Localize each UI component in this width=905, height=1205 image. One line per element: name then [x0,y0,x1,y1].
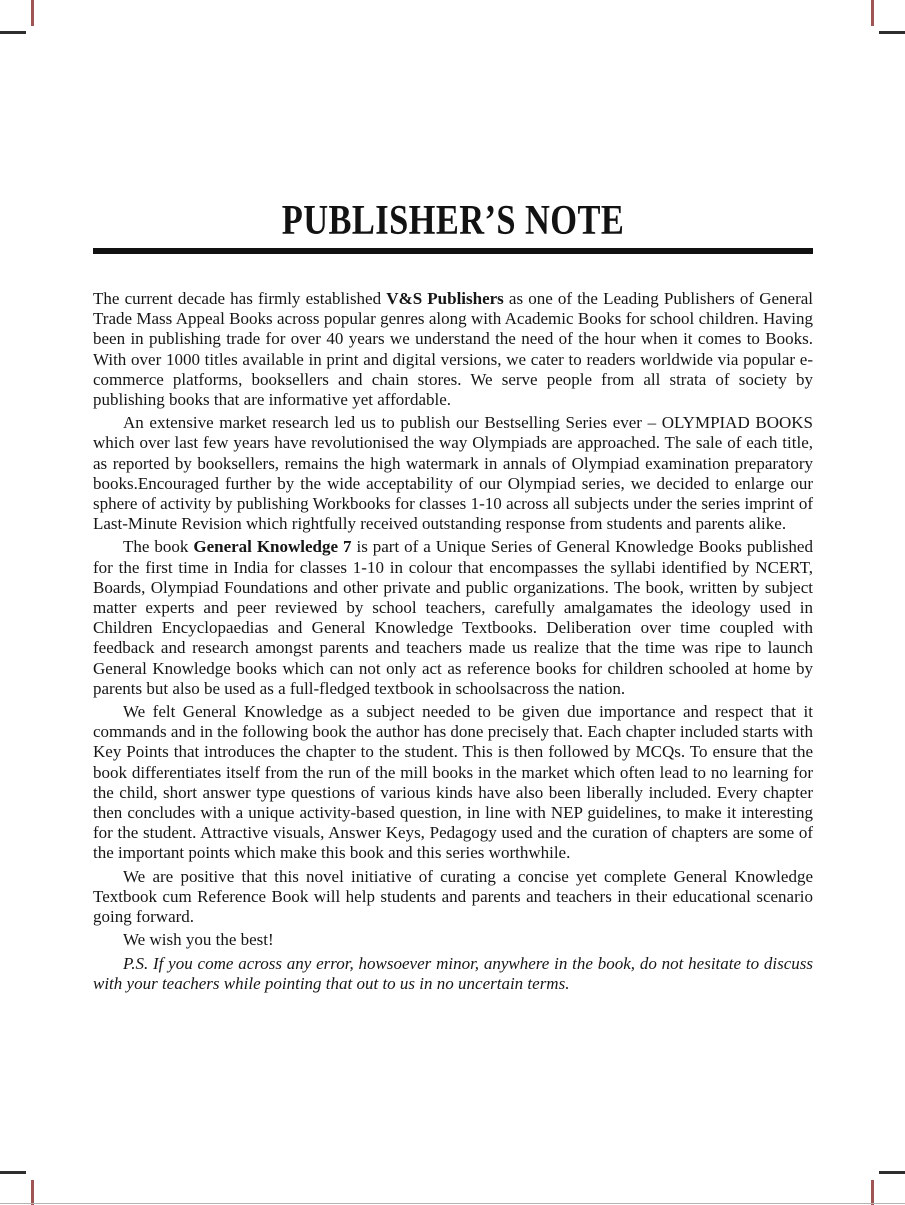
text-segment: An extensive market research led us to publish our Bestselling Series ever – OLYMPIAD BOOKS which over last few years have revolutionised the way Olympiads are approached. The sale of each title, as reported by booksellers, remains the high watermark in annals of Olympiad examination preparatory books.Encouraged further by the wide acceptability of our Olympiad series, we decided to enlarge our sphere of activity by publishing Workbooks for classes 1-10 across all subjects under the series imprint of Last-Minute Revision which rightfully received outstanding response from students and parents alike. [93,413,813,534]
text-segment-bold: General Knowledge 7 [193,537,352,557]
text-segment: The book [123,537,194,557]
text-segment: The current decade has firmly established [93,289,387,308]
paragraph-book-series [93,537,813,699]
text-segment: We wish you the best! [123,930,274,950]
text-segment: We are positive that this novel initiative of curating a concise yet complete General Knowledge Textbook cum Reference Book will help students and parents and teachers in their educational scenario going forward. [93,866,813,927]
text-segment: We felt General Knowledge as a subject needed to be given due importance and respect that it commands and in the following book the author has done precisely that. Each chapter included starts with Key Points that introduces the chapter to the student. This is then followed by MCQs. To ensure that the book differentiates itself from the run of the mill books in the market which often lead to no learning for the child, short answer type questions of various kinds have also been liberally included. Every chapter then concludes with a unique activity-based question, in line with NEP guidelines, to make it interesting for the student. Attractive visuals, Answer Keys, Pedagogy used and the curation of chapters are some of the important points which make this book and this series worthwhile. [93,702,813,863]
crop-mark-bottom-left-horizontal [0,1171,26,1174]
text-segment-bold: V&S Publishers [386,289,504,308]
paragraph-postscript [93,954,813,994]
paragraph-chapter-structure [93,702,813,864]
text-segment: is part of a Unique Series of General Knowledge Books published for the first time in India for classes 1-10 in colour that encompasses the syllabi identified by NCERT, Boards, Olympiad Foundations and other private and public organizations. The book, written by subject matter experts and peer reviewed by school teachers, carefully amalgamates the ideology used in Children Encyclopaedias and General Knowledge Textbooks. Deliberation over time coupled with feedback and research amongst parents and teachers made us realize that the time was ripe to launch General Knowledge books which can not only act as reference books for children schooled at home by parents but also be used as a full-fledged textbook in schoolsacross the nation. [93,537,813,698]
crop-mark-top-left-vertical [31,0,34,26]
crop-mark-top-left-horizontal [0,31,26,34]
body-text [93,289,813,994]
crop-mark-top-right-horizontal [879,31,905,34]
paragraph-intro [93,289,813,410]
crop-mark-bottom-right-vertical [871,1180,874,1205]
page-content [93,200,813,994]
text-segment: as one of the Leading Publishers of General Trade Mass Appeal Books across popular genres along with Academic Books for school children. Having been in publishing trade for over 40 years we understand the need of the hour when it comes to Books. With over 1000 titles available in print and digital versions, we cater to readers worldwide via popular e-commerce platforms, booksellers and chain stores. We serve people from all strata of society by publishing books that are informative yet affordable. [93,289,813,410]
page-bottom-edge [0,1203,905,1204]
text-segment-italic: P.S. If you come across any error, howsoever minor, anywhere in the book, do not hesitate to discuss with your teachers while pointing that out to us in no uncertain terms. [93,953,813,993]
paragraph-wish [93,930,813,950]
crop-mark-top-right-vertical [871,0,874,26]
paragraph-olympiad-series [93,413,813,534]
crop-mark-bottom-left-vertical [31,1180,34,1205]
title-rule [93,248,813,254]
crop-mark-bottom-right-horizontal [879,1171,905,1174]
page-title: PUBLISHER’S NOTE [281,198,625,244]
paragraph-closing [93,867,813,928]
